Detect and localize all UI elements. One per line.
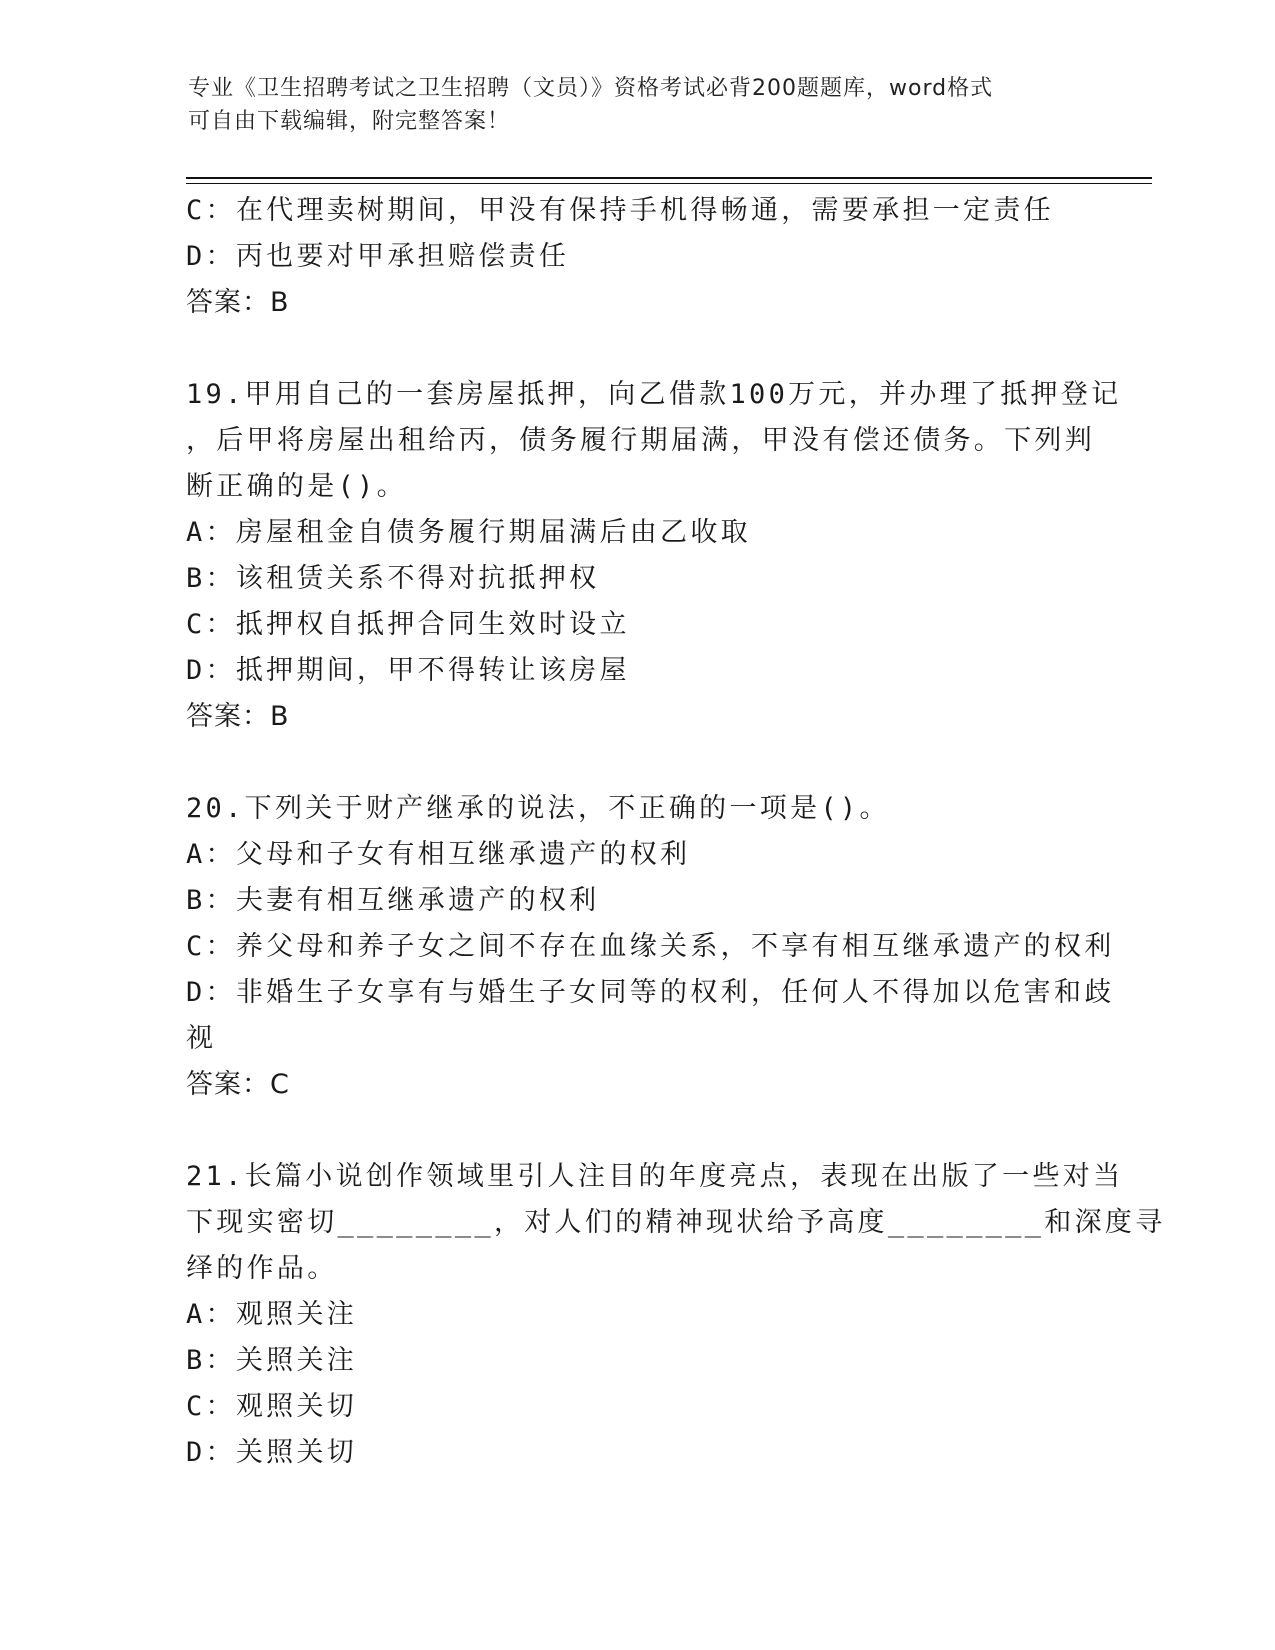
option-c: C：观照关切: [186, 1391, 358, 1422]
stem-line: 断正确的是()。: [186, 471, 407, 502]
stem-line: ，后甲将房屋出租给丙，债务履行期届满，甲没有偿还债务。下列判: [186, 425, 1095, 456]
answer: 答案：B: [186, 287, 290, 318]
option-d: D：抵押期间，甲不得转让该房屋: [186, 655, 630, 686]
option-d: D：丙也要对甲承担赔偿责任: [186, 241, 570, 272]
stem-line: 绎的作品。: [186, 1253, 338, 1284]
option-a: A：房屋租金自债务履行期届满后由乙收取: [186, 517, 751, 548]
header-line-1: 专业《卫生招聘考试之卫生招聘（文员）》资格考试必背200题题库，word格式: [188, 76, 994, 101]
spacer: [186, 326, 1086, 372]
stem-line: 下现实密切________，对人们的精神现状给予高度________和深度寻: [186, 1207, 1166, 1238]
option-d: D：关照关切: [186, 1437, 358, 1468]
option-b: B：关照关注: [186, 1345, 358, 1376]
spacer: [186, 740, 1086, 786]
spacer: [186, 1108, 1086, 1154]
option-c: C：抵押权自抵押合同生效时设立: [186, 609, 630, 640]
answer: 答案：C: [186, 1069, 290, 1100]
stem-line: 19.甲用自己的一套房屋抵押，向乙借款100万元，并办理了抵押登记: [186, 379, 1122, 410]
document-body: [186, 188, 1166, 1476]
stem-line: 21.长篇小说创作领域里引人注目的年度亮点，表现在出版了一些对当: [186, 1161, 1124, 1192]
question-18: [186, 188, 1086, 326]
option-d-continued: 视: [186, 1023, 217, 1054]
question-stem: [186, 786, 1086, 832]
question-stem: [186, 1154, 1166, 1292]
option-b: B：夫妻有相互继承遗产的权利: [186, 885, 600, 916]
option-d: D：非婚生子女享有与婚生子女同等的权利，任何人不得加以危害和歧: [186, 977, 1115, 1008]
question-stem: [186, 372, 1122, 510]
option-c: C：在代理卖树期间，甲没有保持手机得畅通，需要承担一定责任: [186, 195, 1054, 226]
header-divider-thin: [186, 183, 1152, 184]
stem-line: 20.下列关于财产继承的说法，不正确的一项是()。: [186, 793, 890, 824]
question-21: [186, 1154, 1166, 1476]
option-b: B：该租赁关系不得对抗抵押权: [186, 563, 600, 594]
question-19: [186, 372, 1122, 740]
document-header: [188, 72, 1068, 138]
option-a: A：观照关注: [186, 1299, 358, 1330]
answer: 答案：B: [186, 701, 290, 732]
header-line-2: 可自由下载编辑，附完整答案！: [188, 109, 511, 134]
option-c: C：养父母和养子女之间不存在血缘关系，不享有相互继承遗产的权利: [186, 931, 1115, 962]
header-divider-thick: [186, 177, 1152, 179]
question-20: [186, 786, 1115, 1108]
option-a: A：父母和子女有相互继承遗产的权利: [186, 839, 691, 870]
